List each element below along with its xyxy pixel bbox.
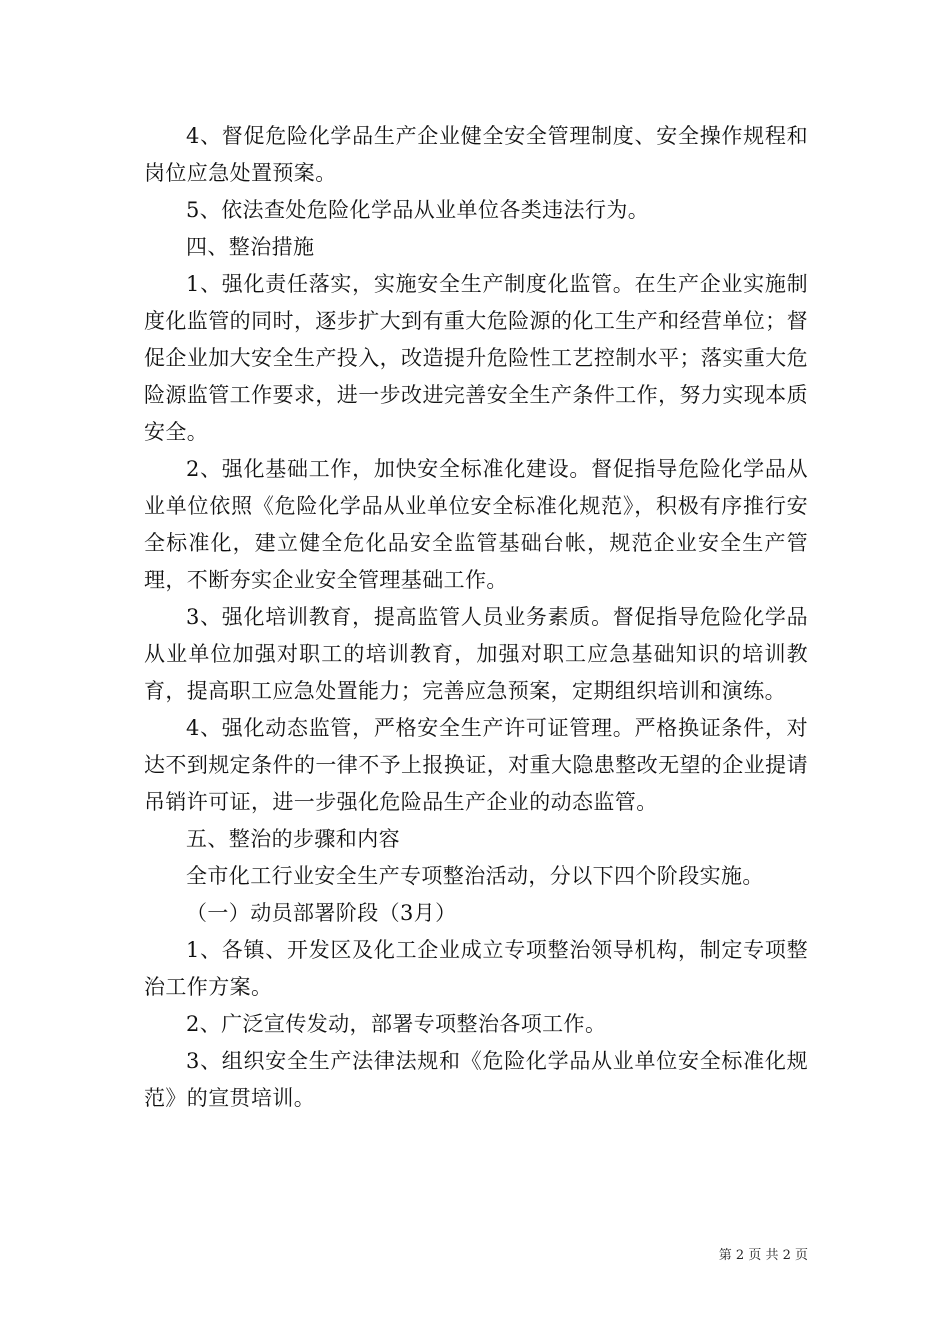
paragraph-measure-2: 2、强化基础工作，加快安全标准化建设。督促指导危险化学品从业单位依照《危险化学品从业单位安全标准化规范》，积极有序推行安全标准化，建立健全危化品安全监管基础台帐，规范企业安全生产管理，不断夯实企业安全管理基础工作。 [144,457,808,592]
paragraph-measure-4: 4、强化动态监管，严格安全生产许可证管理。严格换证条件，对达不到规定条件的一律不予上报换证，对重大隐患整改无望的企业提请吊销许可证，进一步强化危险品生产企业的动态监管。 [144,716,808,814]
subheading-phase-1: （一）动员部署阶段（3月） [186,901,457,925]
paragraph-measure-1: 1、强化责任落实，实施安全生产制度化监管。在生产企业实施制度化监管的同时，逐步扩大到有重大危险源的化工生产和经营单位；督促企业加大安全生产投入，改造提升危险性工艺控制水平；落实重大危险源监管工作要求，进一步改进完善安全生产条件工作，努力实现本质安全。 [144,272,808,444]
document-body [144,118,808,1117]
paragraph-phase-1-item-1: 1、各镇、开发区及化工企业成立专项整治领导机构，制定专项整治工作方案。 [144,938,808,999]
paragraph-phase-1-item-3: 3、组织安全生产法律法规和《危险化学品从业单位安全标准化规范》的宣贯培训。 [144,1049,808,1110]
section-heading-measures: 四、整治措施 [186,235,315,259]
paragraph-steps-intro: 全市化工行业安全生产专项整治活动，分以下四个阶段实施。 [186,864,764,888]
paragraph-item-5-duty: 5、依法查处危险化学品从业单位各类违法行为。 [186,198,650,222]
section-heading-steps: 五、整治的步骤和内容 [186,827,400,851]
page-number-footer: 第 2 页 共 2 页 [718,1248,808,1263]
paragraph-item-4-duty: 4、督促危险化学品生产企业健全安全管理制度、安全操作规程和岗位应急处置预案。 [144,124,808,185]
paragraph-measure-3: 3、强化培训教育，提高监管人员业务素质。督促指导危险化学品从业单位加强对职工的培训教育，加强对职工应急基础知识的培训教育，提高职工应急处置能力；完善应急预案，定期组织培训和演练。 [144,605,808,703]
paragraph-phase-1-item-2: 2、广泛宣传发动，部署专项整治各项工作。 [186,1012,607,1036]
